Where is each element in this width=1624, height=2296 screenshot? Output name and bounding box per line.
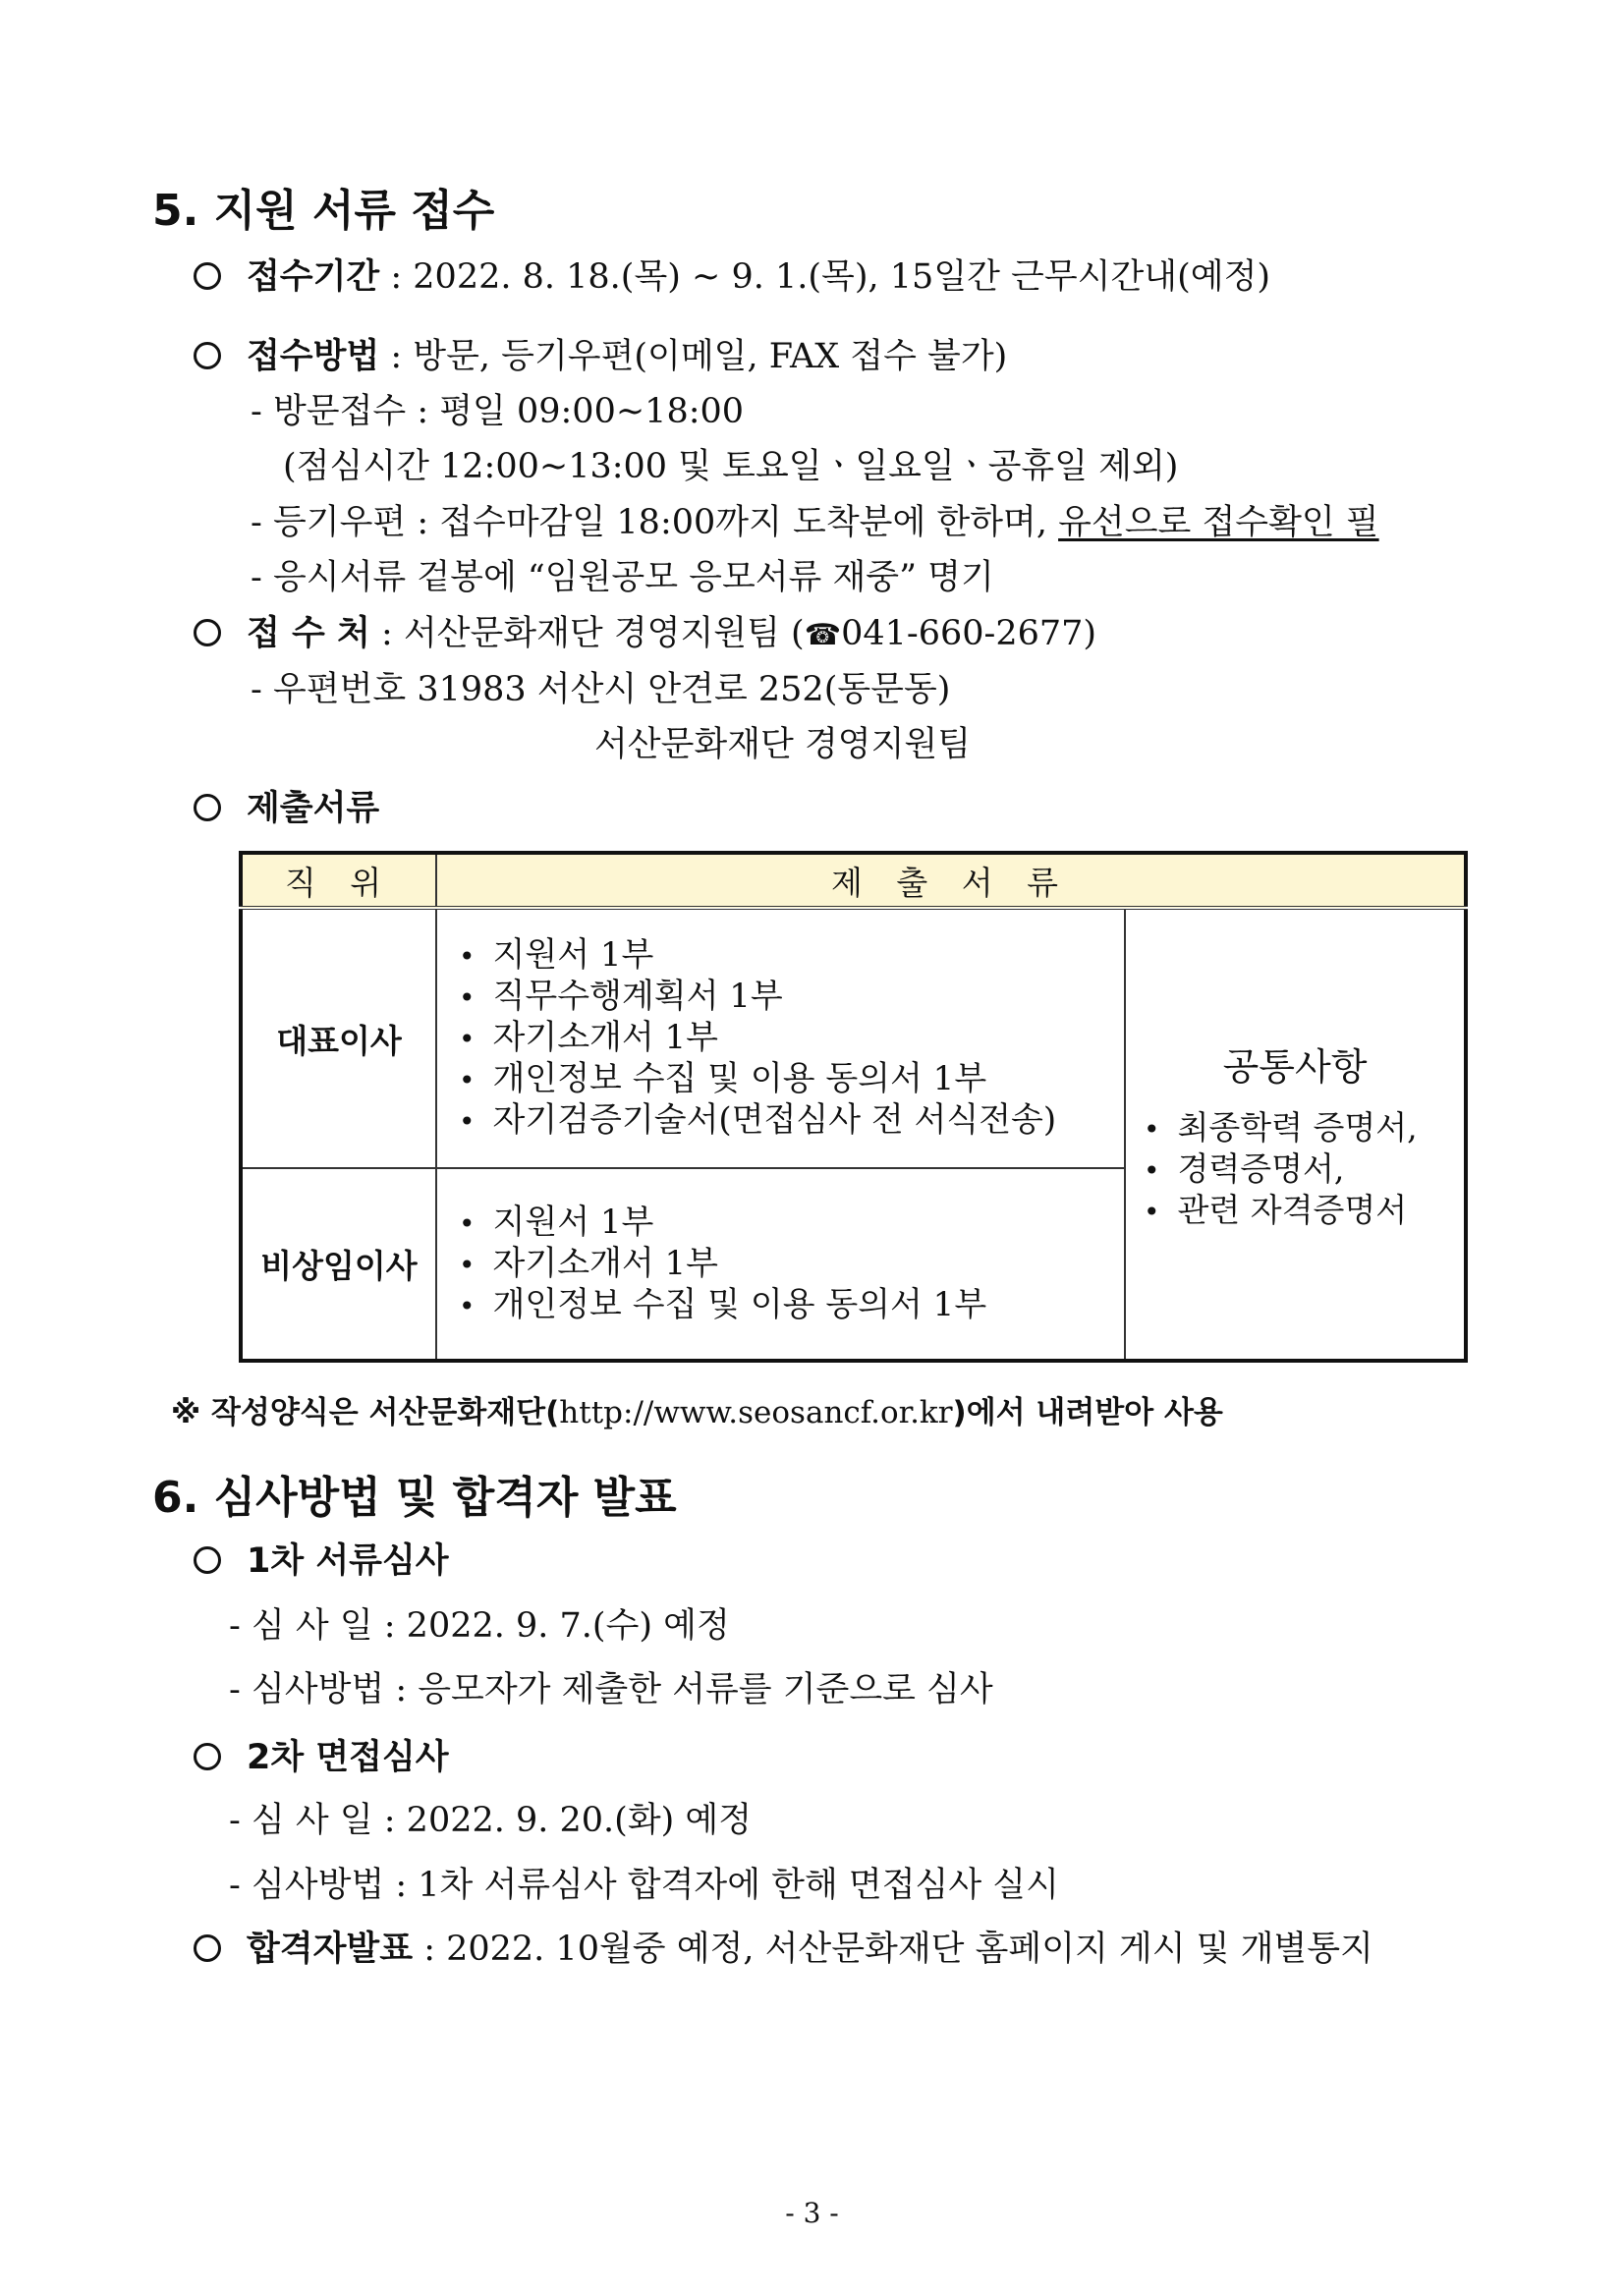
header-position: 직 위 [241, 853, 436, 908]
list-item: • 개인정보 수집 및 이용 동의서 1부 [459, 1059, 1124, 1100]
list-item: • 경력증명서, [1144, 1149, 1464, 1191]
page-number: - 3 - [785, 2197, 839, 2229]
list-item: • 지원서 1부 [459, 1203, 1124, 1244]
docs-label: 제출서류 [247, 789, 380, 828]
circle-bullet-icon [194, 1934, 221, 1962]
method-label: 접수방법 [247, 337, 380, 376]
mail-line-underlined: 유선으로 접수확인 필 [1058, 503, 1379, 542]
announcement-item [194, 1927, 1373, 1972]
note-suffix: )에서 내려받아 사용 [952, 1395, 1223, 1430]
first-review-title: 1차 서류심사 [247, 1541, 449, 1581]
period-label: 접수기간 [247, 257, 380, 297]
second-review-title: 2차 면접심사 [247, 1738, 449, 1777]
docs-item [194, 786, 379, 831]
period-item [194, 254, 1270, 300]
docs-cell [436, 908, 1125, 1168]
list-item: • 개인정보 수집 및 이용 동의서 1부 [459, 1285, 1124, 1326]
section5-title: 5. 지원 서류 접수 [152, 186, 495, 236]
common-cell [1125, 908, 1466, 1361]
circle-bullet-icon [194, 794, 221, 821]
visit-note: (점심시간 12:00~13:00 및 토요일ㆍ일요일ㆍ공휴일 제외) [283, 447, 1179, 486]
mail-line [251, 500, 1379, 545]
docs-list [437, 1203, 1124, 1326]
section6-title: 6. 심사방법 및 합격자 발표 [152, 1473, 677, 1523]
position-cell: 대표이사 [241, 908, 436, 1168]
documents-table [239, 851, 1468, 1363]
table-header-row [241, 853, 1466, 908]
receiver-label: 접 수 처 [247, 614, 370, 653]
list-item: • 직무수행계획서 1부 [459, 977, 1124, 1018]
receiver-item [194, 611, 1096, 658]
address-line: - 우편번호 31983 서산시 안견로 252(동문동) [251, 670, 951, 709]
method-value: : 방문, 등기우편(이메일, FAX 접수 불가) [379, 337, 1008, 376]
common-title: 공통사항 [1222, 1045, 1368, 1089]
position-cell: 비상임이사 [241, 1168, 436, 1361]
table-row [241, 908, 1466, 1168]
list-item: • 관련 자격증명서 [1144, 1191, 1464, 1232]
docs-cell [436, 1168, 1125, 1361]
circle-bullet-icon [194, 619, 221, 646]
form-note [171, 1393, 1223, 1432]
period-value: : 2022. 8. 18.(목) ~ 9. 1.(목), 15일간 근무시간내(예정) [379, 257, 1271, 297]
note-url: http://www.seosancf.or.kr [559, 1395, 953, 1430]
announcement-label: 합격자발표 [247, 1930, 414, 1969]
receiver-phone: 041-660-2677) [841, 614, 1097, 653]
common-list [1126, 1108, 1464, 1232]
visit-line: - 방문접수 : 평일 09:00~18:00 [251, 392, 745, 431]
note-prefix: ※ 작성양식은 서산문화재단( [171, 1395, 560, 1430]
first-review-item [194, 1539, 449, 1584]
method-item [194, 334, 1007, 379]
announcement-value: : 2022. 10월중 예정, 서산문화재단 홈페이지 게시 및 개별통지 [413, 1930, 1373, 1969]
phone-icon: ☎ [804, 618, 842, 652]
envelope-line: - 응시서류 겉봉에 “임원공모 응모서류 재중” 명기 [251, 558, 994, 597]
first-review-date: - 심 사 일 : 2022. 9. 7.(수) 예정 [229, 1606, 730, 1646]
receiver-value: : 서산문화재단 경영지원팀 ( [369, 614, 805, 653]
header-docs: 제 출 서 류 [436, 853, 1466, 908]
second-review-date: - 심 사 일 : 2022. 9. 20.(화) 예정 [229, 1801, 753, 1840]
second-review-method: - 심사방법 : 1차 서류심사 합격자에 한해 면접심사 실시 [229, 1866, 1059, 1905]
circle-bullet-icon [194, 1743, 221, 1770]
mail-line-text: - 등기우편 : 접수마감일 18:00까지 도착분에 한하며, [251, 503, 1059, 542]
address-team: 서산문화재단 경영지원팀 [594, 725, 972, 764]
list-item: • 자기소개서 1부 [459, 1018, 1124, 1059]
list-item: • 자기소개서 1부 [459, 1244, 1124, 1285]
circle-bullet-icon [194, 262, 221, 290]
circle-bullet-icon [194, 342, 221, 369]
docs-list [437, 935, 1124, 1142]
circle-bullet-icon [194, 1546, 221, 1574]
first-review-method: - 심사방법 : 응모자가 제출한 서류를 기준으로 심사 [229, 1670, 993, 1709]
list-item: • 지원서 1부 [459, 935, 1124, 977]
second-review-item [194, 1735, 449, 1780]
list-item: • 자기검증기술서(면접심사 전 서식전송) [459, 1100, 1124, 1142]
list-item: • 최종학력 증명서, [1144, 1108, 1464, 1149]
